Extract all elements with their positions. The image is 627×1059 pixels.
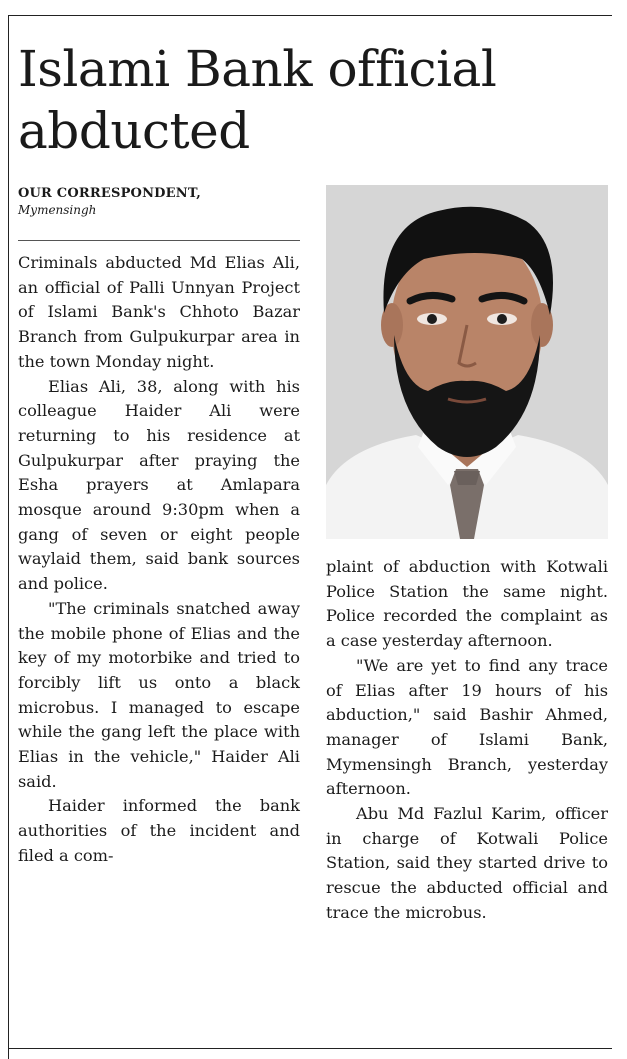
headline: Islami Bank official abducted	[18, 40, 497, 160]
article-column-left	[18, 251, 300, 869]
paragraph: "The criminals snatched away the mobile phone of Elias and the key of my motorbike and tried to forcibly lift us onto a black microbus. I managed to escape while the gang left the place with Elias in the vehicle," Haider Ali said.	[18, 598, 300, 791]
paragraph: Abu Md Fazlul Karim, officer in charge of Kotwali Police Station, said they started drive to rescue the abducted official and trace the microbus.	[326, 804, 608, 922]
portrait-photo	[326, 185, 608, 539]
paragraph: Criminals abducted Md Elias Ali, an official of Palli Unnyan Project of Islami Bank's Chhoto Bazar Branch from Gulpukurpar area in the town Monday night.	[18, 253, 300, 371]
bottom-rule	[8, 1048, 612, 1049]
byline-rule	[18, 240, 300, 241]
article-column-right	[326, 555, 608, 926]
paragraph: plaint of abduction with Kotwali Police Station the same night. Police recorded the complaint as a case yesterday afternoon.	[326, 557, 608, 651]
portrait-illustration	[326, 185, 608, 539]
byline-place: Mymensingh	[18, 203, 97, 217]
byline-name: OUR CORRESPONDENT,	[18, 186, 201, 201]
left-rule	[8, 15, 9, 1059]
paragraph: Elias Ali, 38, along with his colleague Haider Ali were returning to his residence at Gulpukurpar after praying the Esha prayers at Amlapara mosque around 9:30pm when a gang of seven or eight people waylaid them, said bank sources and police.	[18, 376, 300, 594]
byline	[18, 186, 300, 218]
paragraph: "We are yet to find any trace of Elias after 19 hours of his abduction," said Bashir Ahmed, manager of Islami Bank, Mymensingh Branch, yesterday afternoon.	[326, 655, 608, 799]
top-rule	[8, 15, 612, 16]
paragraph: Haider informed the bank authorities of the incident and filed a com-	[18, 796, 300, 865]
